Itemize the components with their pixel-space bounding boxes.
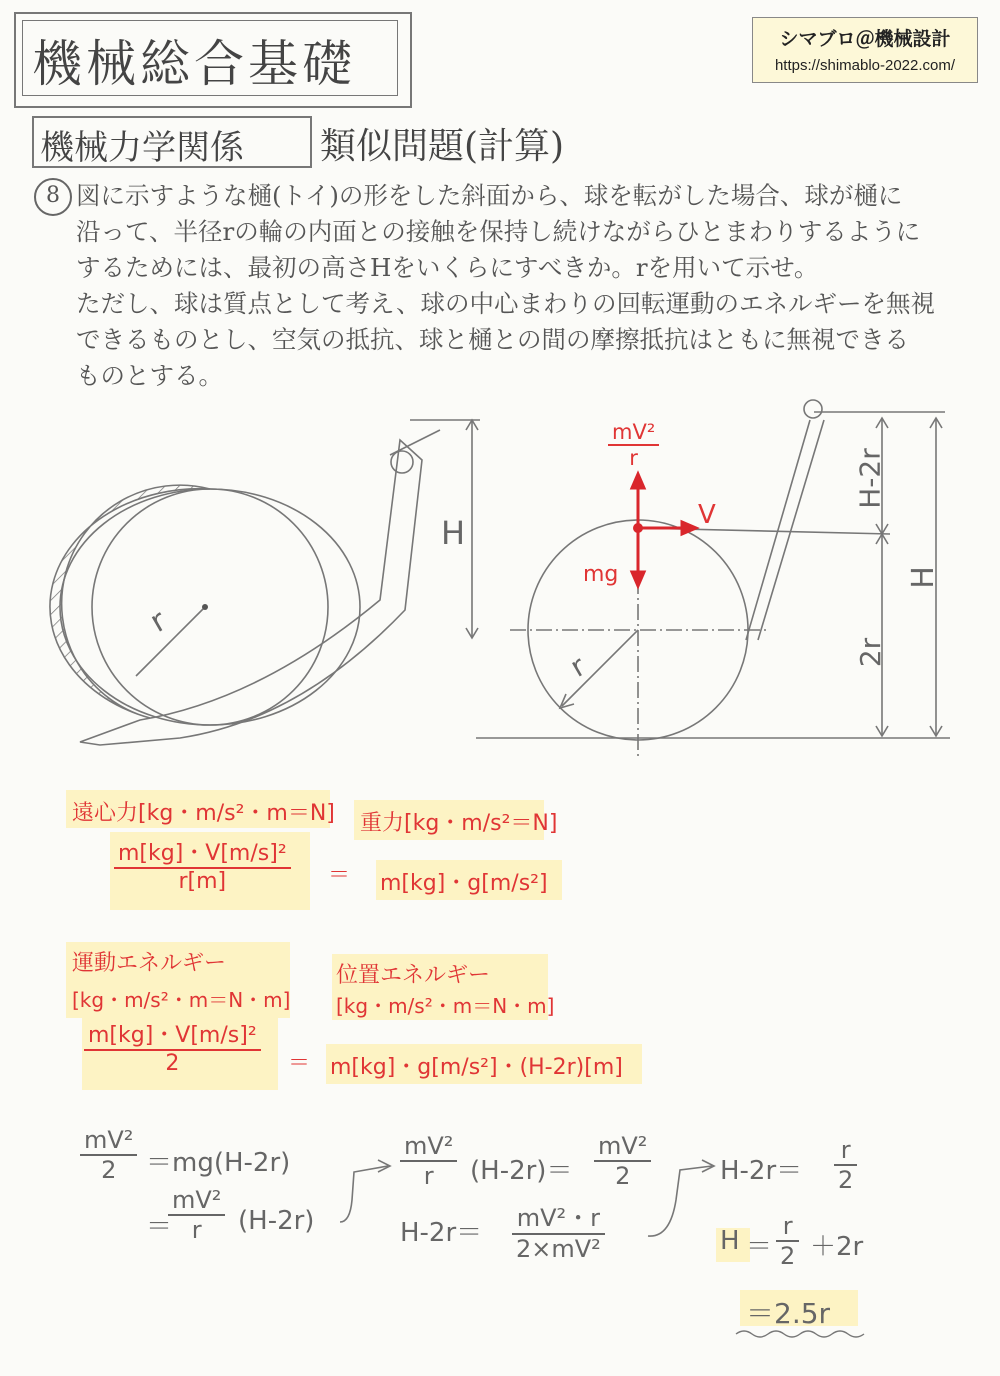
problem-line: できるものとし、空気の抵抗、球と樋との間の摩擦抵抗はともに無視できる	[76, 325, 909, 354]
step2-rhs: (H-2r)	[238, 1206, 315, 1236]
energy-equals: ＝	[288, 1051, 311, 1076]
step2-fraction: $\frac{\text{mV²}}{r}$	[168, 1186, 225, 1244]
step1-rhs: ＝mg(H-2r)	[146, 1148, 291, 1178]
problem-line: 図に示すような樋(トイ)の形をした斜面から、球を転がした場合、球が樋に	[76, 181, 903, 210]
left-label-r: r	[144, 603, 173, 640]
step4-lhs: H-2r＝	[400, 1218, 483, 1248]
ball-point	[633, 523, 643, 533]
left-radius-line	[136, 607, 205, 676]
kinetic-energy-unit: [kg・m/s²・m＝N・m]	[72, 988, 291, 1012]
problem-number: 8	[34, 178, 72, 216]
potential-energy-label: 位置エネルギー	[336, 963, 491, 988]
dim-label-h-2r: H-2r	[853, 448, 887, 509]
subtitle: 類似問題(計算)	[320, 126, 565, 167]
step3-right-fraction: $\frac{\text{mV²}}{2}$	[594, 1132, 651, 1190]
step5-lhs: H-2r＝	[720, 1156, 803, 1186]
kinetic-energy-label: 運動エネルギー	[72, 951, 227, 976]
step6-lhs: H	[720, 1226, 740, 1256]
force-equals: ＝	[328, 863, 351, 888]
force-rhs: m[kg]・g[m/s²]	[380, 871, 548, 896]
step6-rhs: ＋2r	[810, 1232, 864, 1262]
centrifugal-force-label: 遠心力[kg・m/s²・m＝N]	[72, 801, 335, 826]
left-figure-lines	[50, 420, 480, 745]
centrifugal-label: $\frac{\text{mV²}}{r}$	[608, 420, 659, 470]
left-label-h: H	[441, 514, 466, 552]
potential-energy-unit: [kg・m/s²・m＝N・m]	[336, 994, 555, 1018]
step6-equals: ＝	[746, 1232, 773, 1262]
gravity-label: mg	[583, 562, 619, 587]
problem-line: ものとする。	[76, 361, 223, 390]
step3-mid: (H-2r)＝	[470, 1156, 573, 1186]
site-name: シマブロ＠機械設計	[779, 29, 951, 50]
velocity-label: V	[698, 500, 716, 530]
problem-line: するためには、最初の高さHをいくらにすべきか。rを用いて示せ。	[76, 253, 819, 282]
page-title: 機械総合基礎	[32, 35, 356, 93]
step2-equals: ＝	[146, 1212, 173, 1242]
dim-label-h: H	[905, 566, 941, 589]
step6-fraction: $\frac{r}{2}$	[776, 1212, 799, 1270]
final-answer: ＝2.5r	[746, 1297, 831, 1330]
dim-label-2r: 2r	[854, 637, 888, 668]
problem-line: ただし、球は質点として考え、球の中心まわりの回転運動のエネルギーを無視	[76, 289, 935, 318]
left-center-dot	[202, 604, 208, 610]
gravity-force-label: 重力[kg・m/s²＝N]	[360, 811, 558, 836]
energy-lhs-fraction: $\frac{\text{m[kg]・V[m/s]²}}{2}$	[84, 1018, 261, 1076]
problem-line: 沿って、半径rの輪の内面との接触を保持し続けながらひとまわりするように	[76, 217, 921, 246]
right-label-r: r	[564, 649, 591, 684]
force-lhs-fraction: $\frac{\text{m[kg]・V[m/s]²}}{r[m]}$	[114, 836, 291, 894]
subtitle-boxed: 機械力学関係	[40, 128, 244, 168]
step3-fraction: $\frac{\text{mV²}}{r}$	[400, 1132, 457, 1190]
site-url[interactable]: https://shimablo-2022.com/	[774, 57, 956, 74]
energy-rhs: m[kg]・g[m/s²]・(H-2r)[m]	[330, 1055, 623, 1080]
step4-fraction: $\frac{\text{mV²・r}}{\text{2×mV²}}$	[512, 1198, 605, 1263]
step1-fraction: $\frac{\text{mV²}}{2}$	[80, 1126, 137, 1184]
step5-fraction: $\frac{r}{2}$	[834, 1136, 857, 1194]
